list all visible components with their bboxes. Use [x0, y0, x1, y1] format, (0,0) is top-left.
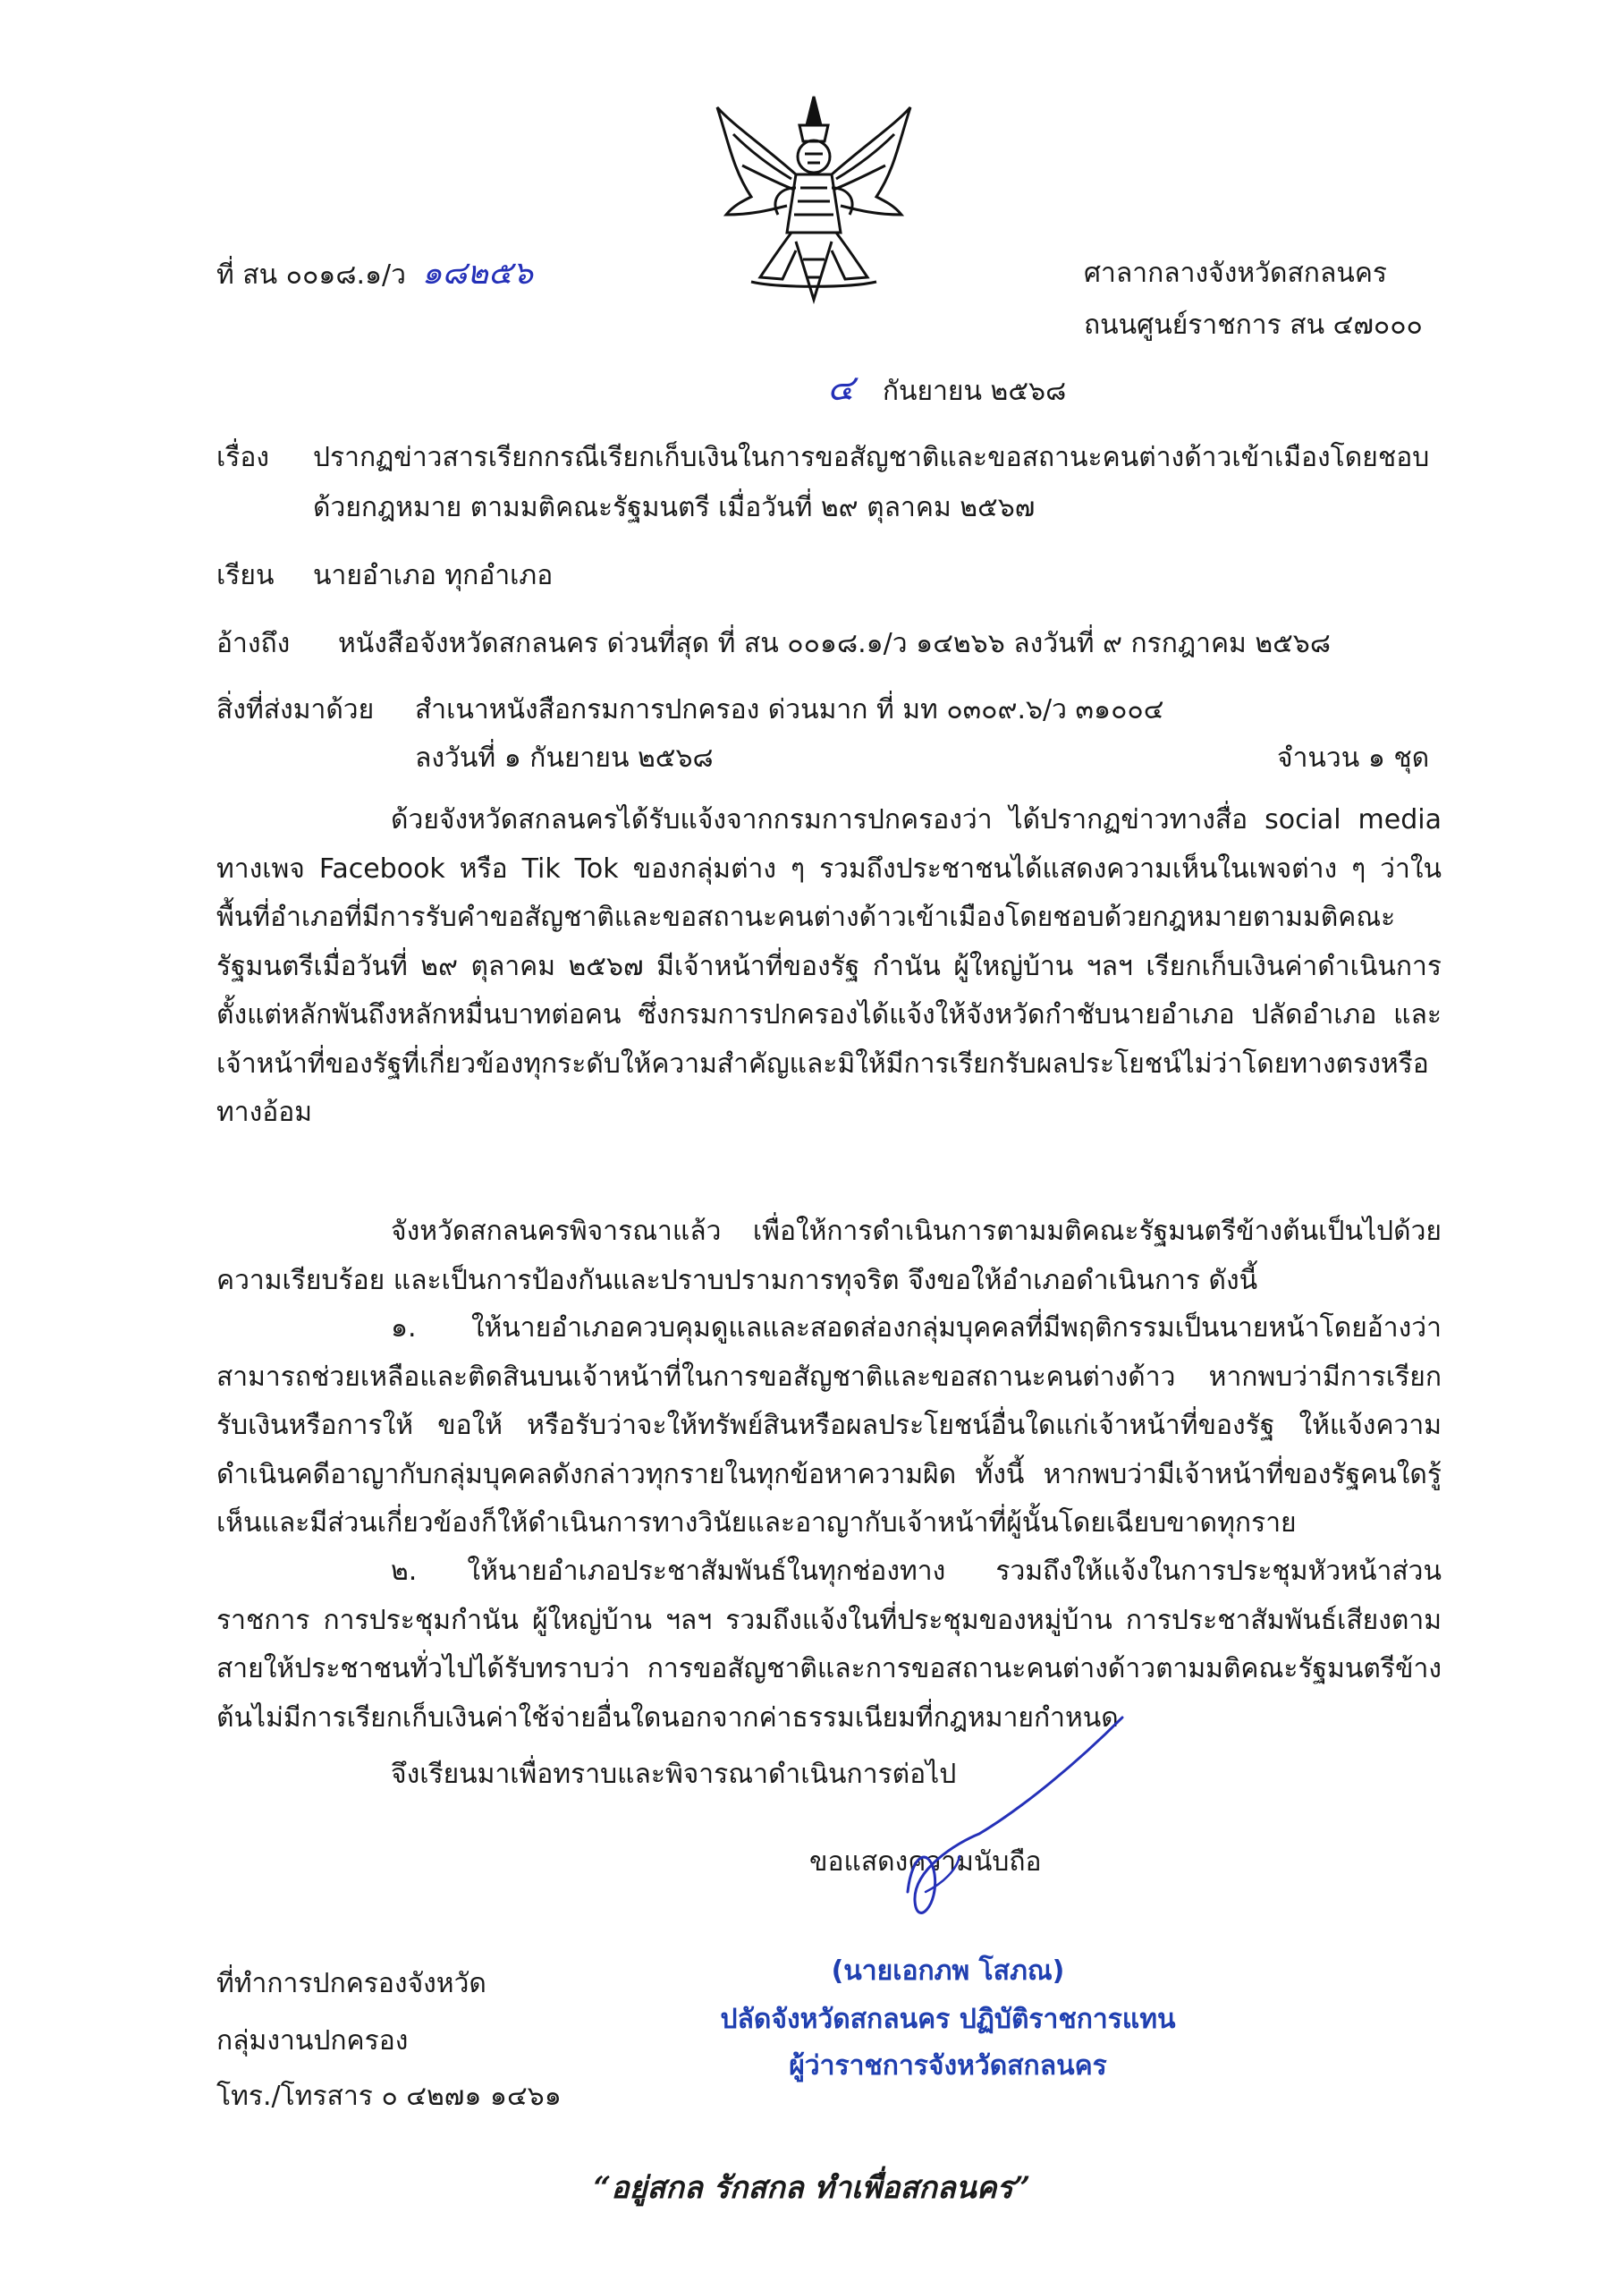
- paragraph-1-text: ด้วยจังหวัดสกลนครได้รับแจ้งจากกรมการปกครองว่า ได้ปรากฏข่าวทางสื่อ social media ทางเพจ Facebook หรือ Tik Tok ของกลุ่มต่าง ๆ รวมถึงประชาชนได้แสดงความเห็นในเพจต่าง ๆ ว่าในพื้นที่อำเภอที่มีการรับคำขอสัญชาติและขอสถานะคนต่างด้าวเข้าเมืองโดยชอบด้วยกฎหมายตามมติคณะรัฐมนตรีเมื่อวันที่ ๒๙ ตุลาคม ๒๕๖๗ มีเจ้าหน้าที่ของรัฐ กำนัน ผู้ใหญ่บ้าน ฯลฯ เรียกเก็บเงินค่าดำเนินการตั้งแต่หลักพันถึงหลักหมื่นบาทต่อคน ซึ่งกรมการปกครองได้แจ้งให้จังหวัดกำชับนายอำเภอ ปลัดอำเภอ และเจ้าหน้าที่ของรัฐที่เกี่ยวข้องทุกระดับให้ความสำคัญและมิให้มีการเรียกรับผลประโยชน์ไม่ว่าโดยทางตรงหรือทางอ้อม: [216, 804, 1442, 1128]
- body-item-1: [216, 1304, 1442, 1548]
- letter-date: [827, 369, 1066, 411]
- handwritten-day: ๔: [827, 368, 855, 409]
- body-paragraph-1: [216, 796, 1442, 1138]
- motto: “อยู่สกล รักสกล ทำเพื่อสกลนคร”: [593, 2170, 1031, 2206]
- month-year: กันยายน ๒๕๖๘: [882, 376, 1067, 407]
- signatory-position-2: ผู้ว่าราชการจังหวัดสกลนคร: [789, 2050, 1107, 2082]
- signature-mark: [881, 1700, 1140, 1950]
- reference-prefix: ที่ สน ๐๐๑๘.๑/ว: [216, 259, 407, 291]
- address-line-2: ถนนศูนย์ราชการ สน ๔๗๐๐๐: [1084, 310, 1423, 341]
- signature-icon: [881, 1700, 1140, 1950]
- recipient-label: เรียน: [216, 560, 275, 591]
- signatory-name: (นายเอกภพ โสภณ): [831, 1955, 1065, 1987]
- sender-address: [1084, 254, 1423, 345]
- subject-label: เรื่อง: [216, 442, 270, 473]
- reference-label: อ้างถึง: [216, 628, 291, 659]
- body-item-2: [216, 1548, 1442, 1743]
- signatory-position-1: ปลัดจังหวัดสกลนคร ปฏิบัติราชการแทน: [720, 2004, 1176, 2035]
- reference-value: หนังสือจังหวัดสกลนคร ด่วนที่สุด ที่ สน ๐๐๑๘.๑/ว ๑๔๒๖๖ ลงวันที่ ๙ กรกฎาคม ๒๕๖๘: [338, 628, 1331, 659]
- reference-number: [216, 254, 533, 295]
- garuda-emblem-icon: [706, 89, 921, 313]
- enclosure-line-2: ลงวันที่ ๑ กันยายน ๒๕๖๘: [415, 742, 714, 774]
- enclosure-label: สิ่งที่ส่งมาด้วย: [216, 694, 375, 725]
- paragraph-2-text: จังหวัดสกลนครพิจารณาแล้ว เพื่อให้การดำเนินการตามมติคณะรัฐมนตรีข้างต้นเป็นไปด้วยความเรียบร้อย และเป็นการป้องกันและปราบปรามการทุจริต จึงขอให้อำเภอดำเนินการ ดังนี้: [216, 1216, 1442, 1296]
- enclosure-line-1: สำเนาหนังสือกรมการปกครอง ด่วนมาก ที่ มท ๐๓๐๙.๖/ว ๓๑๐๐๔: [415, 694, 1164, 725]
- recipient: นายอำเภอ ทุกอำเภอ: [313, 560, 554, 591]
- handwritten-reference-number: ๑๘๒๕๖: [421, 255, 534, 292]
- office-line-1: ที่ทำการปกครองจังหวัด: [216, 1968, 486, 1999]
- address-line-1: ศาลากลางจังหวัดสกลนคร: [1084, 258, 1388, 289]
- item-2-text: ๒. ให้นายอำเภอประชาสัมพันธ์ในทุกช่องทาง รวมถึงให้แจ้งในการประชุมหัวหน้าส่วนราชการ การประชุมกำนัน ผู้ใหญ่บ้าน ฯลฯ รวมถึงแจ้งในที่ประชุมของหมู่บ้าน การประชาสัมพันธ์เสียงตามสายให้ประชาชนทั่วไปได้รับทราบว่า การขอสัญชาติและการขอสถานะคนต่างด้าวตามมติคณะรัฐมนตรีข้างต้นไม่มีการเรียกเก็บเงินค่าใช้จ่ายอื่นใดนอกจากค่าธรรมเนียมที่กฎหมายกำหนด: [216, 1556, 1442, 1734]
- enclosure-count: จำนวน ๑ ชุด: [1277, 742, 1430, 774]
- garuda-emblem: [706, 89, 921, 313]
- closing-sentence: จึงเรียนมาเพื่อทราบและพิจารณาดำเนินการต่อไป: [391, 1759, 957, 1790]
- body-paragraph-2: [216, 1208, 1442, 1305]
- salutation: ขอแสดงความนับถือ: [809, 1846, 1042, 1878]
- office-phone: โทร./โทรสาร ๐ ๔๒๗๑ ๑๔๖๑: [216, 2081, 562, 2112]
- item-1-text: ๑. ให้นายอำเภอควบคุมดูแลและสอดส่องกลุ่มบุคคลที่มีพฤติกรรมเป็นนายหน้าโดยอ้างว่าสามารถช่วยเหลือและติดสินบนเจ้าหน้าที่ในการขอสัญชาติและขอสถานะคนต่างด้าว หากพบว่ามีการเรียกรับเงินหรือการให้ ขอให้ หรือรับว่าจะให้ทรัพย์สินหรือผลประโยชน์อื่นใดแก่เจ้าหน้าที่ของรัฐ ให้แจ้งความดำเนินคดีอาญากับกลุ่มบุคคลดังกล่าวทุกรายในทุกข้อหาความผิด ทั้งนี้ หากพบว่ามีเจ้าหน้าที่ของรัฐคนใดรู้เห็นและมีส่วนเกี่ยวข้องก็ให้ดำเนินการทางวินัยและอาญากับเจ้าหน้าที่ผู้นั้นโดยเฉียบขาดทุกราย: [216, 1312, 1442, 1539]
- subject-line-1: ปรากฏข่าวสารเรียกกรณีเรียกเก็บเงินในการขอสัญชาติและขอสถานะคนต่างด้าวเข้าเมืองโดยชอบ: [313, 442, 1430, 473]
- subject-line-2: ด้วยกฎหมาย ตามมติคณะรัฐมนตรี เมื่อวันที่ ๒๙ ตุลาคม ๒๕๖๗: [313, 492, 1036, 523]
- office-line-2: กลุ่มงานปกครอง: [216, 2025, 409, 2057]
